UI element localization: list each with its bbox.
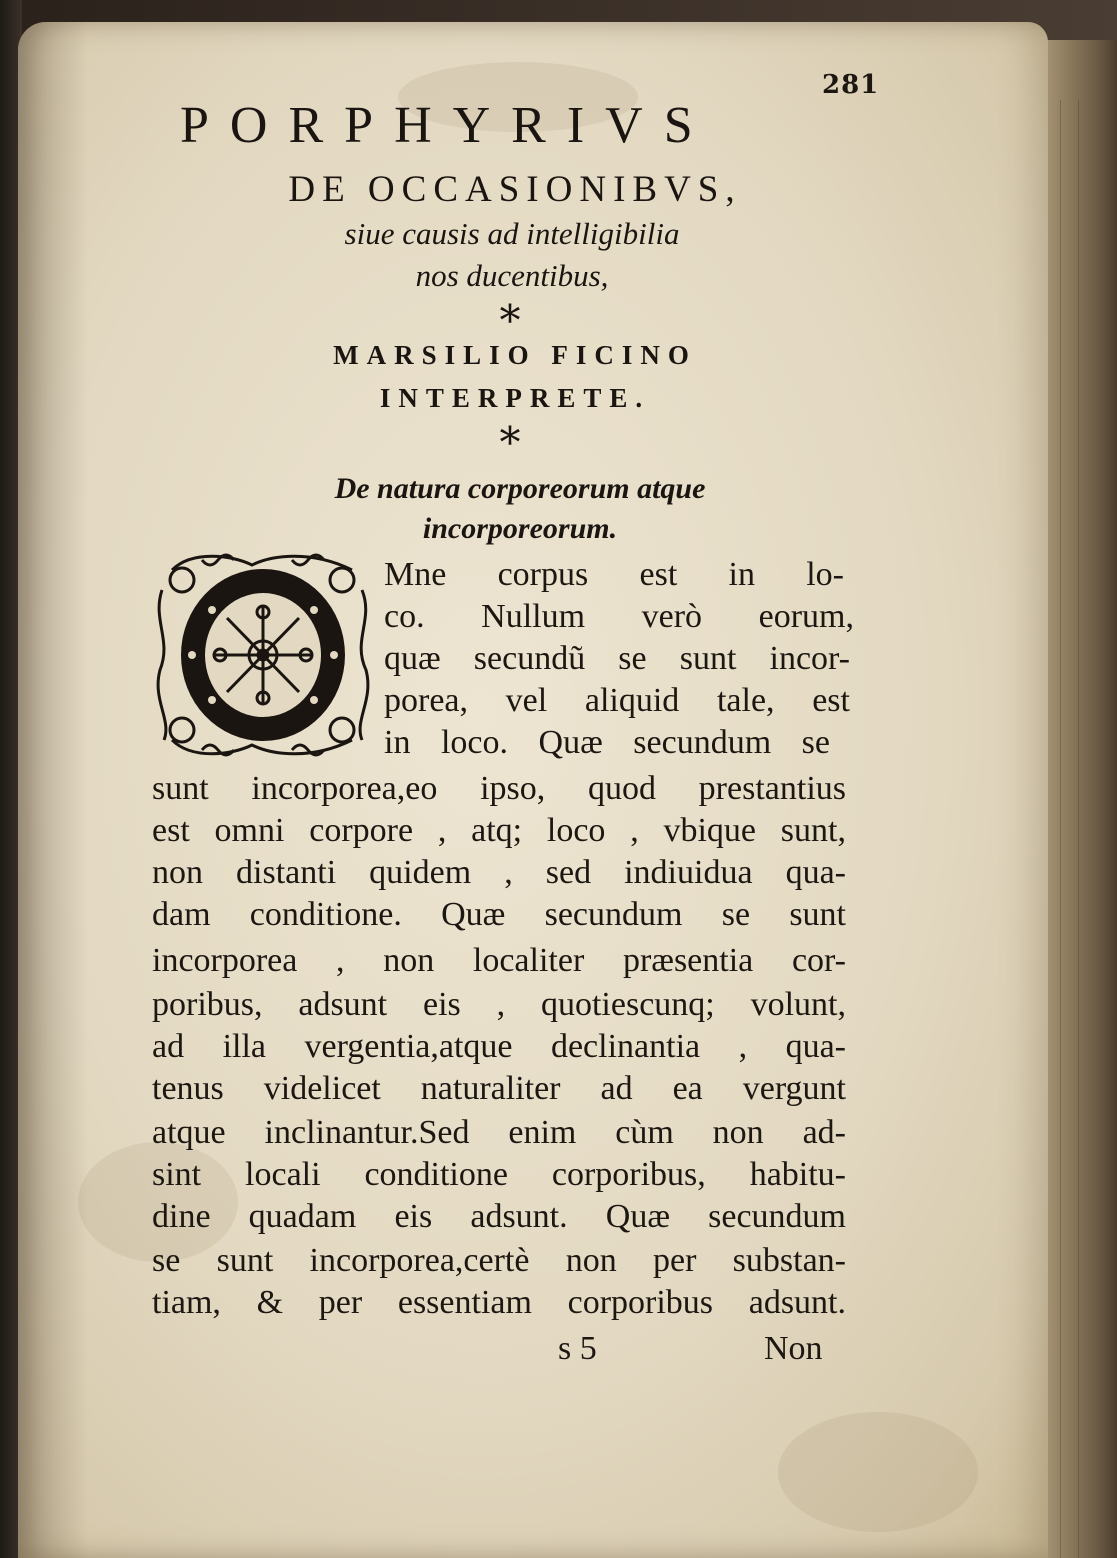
body-line-16: dine quadam eis adsunt. Quæ secundum (152, 1198, 846, 1235)
decorated-initial (152, 550, 374, 760)
catchword: Non (764, 1330, 823, 1367)
section-heading-line-2: incorporeorum. (422, 512, 618, 545)
italic-subtitle-line-2: nos ducentibus, (415, 258, 609, 293)
translator-line-1: MARSILIO FICINO (333, 340, 697, 370)
page-title: PORPHYRIVS (180, 97, 714, 154)
body-line-13: tenus videlicet naturaliter ad ea vergunt (152, 1070, 846, 1107)
italic-subtitle-line-1: siue causis ad intelligibilia (344, 216, 680, 251)
body-line-18: tiam, & per essentiam corporibus adsunt. (152, 1284, 846, 1321)
body-line-15: sint locali conditione corporibus, habitu- (152, 1156, 846, 1193)
body-line-6: sunt incorporea,eo ipso, quod prestantius (152, 770, 846, 807)
section-heading-line-1: De natura corporeorum atque (334, 472, 706, 505)
body-line-8: non distanti quidem , sed indiuidua qua- (152, 854, 846, 891)
body-line-7: est omni corpore , atq; loco , vbique sunt, (152, 812, 846, 849)
page-number: 281 (822, 70, 880, 100)
body-line-10: incorporea , non localiter præsentia cor- (152, 942, 846, 979)
body-line-4: porea, vel aliquid tale, est (384, 682, 850, 719)
translator-line-2: INTERPRETE. (379, 383, 651, 413)
body-line-12: ad illa vergentia,atque declinantia , qua- (152, 1028, 846, 1065)
body-line-14: atque inclinantur.Sed enim cùm non ad- (152, 1114, 846, 1151)
ornament-asterisk-1: * (499, 296, 521, 345)
body-line-9: dam conditione. Quæ secundum se sunt (152, 896, 846, 933)
woodcut-initial-icon (152, 550, 374, 760)
ornament-asterisk-2: * (499, 418, 521, 467)
signature-mark: s 5 (558, 1330, 597, 1367)
gutter-shadow (18, 22, 88, 1558)
body-line-11: poribus, adsunt eis , quotiescunq; volunt, (152, 986, 846, 1023)
body-line-17: se sunt incorporea,certè non per substan- (152, 1242, 846, 1279)
body-line-1: Mne corpus est in lo- (384, 556, 844, 593)
body-line-3: quæ secundũ se sunt incor- (384, 640, 850, 677)
body-line-5: in loco. Quæ secundum se (384, 724, 830, 761)
body-line-2: co. Nullum verò eorum, (384, 598, 854, 635)
page-subtitle: DE OCCASIONIBVS, (288, 169, 742, 210)
